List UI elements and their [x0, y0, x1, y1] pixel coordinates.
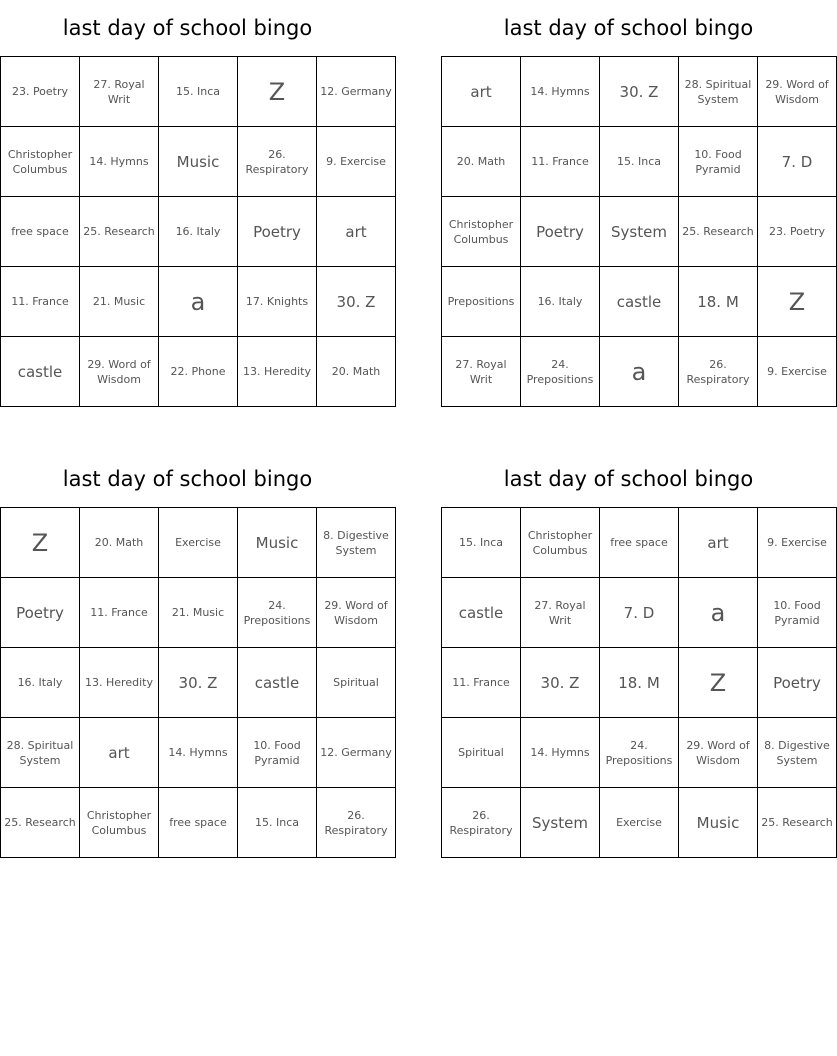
bingo-cell: 21. Music: [159, 578, 238, 648]
bingo-cell: 27. Royal Writ: [80, 57, 159, 127]
bingo-cell: 20. Math: [80, 508, 159, 578]
bingo-cell: 9. Exercise: [758, 337, 837, 407]
bingo-cell: System: [521, 788, 600, 858]
bingo-cell: Poetry: [1, 578, 80, 648]
grid-row: [1, 57, 396, 127]
bingo-cell: a: [600, 337, 679, 407]
bingo-card-4: [441, 451, 833, 858]
grid-row: [442, 788, 837, 858]
bingo-cell: 30. Z: [521, 648, 600, 718]
bingo-cell: 13. Heredity: [80, 648, 159, 718]
bingo-cell: free space: [600, 508, 679, 578]
bingo-cell: 27. Royal Writ: [442, 337, 521, 407]
bingo-cell: art: [317, 197, 396, 267]
bingo-cell: 29. Word of Wisdom: [679, 718, 758, 788]
bingo-cell: free space: [1, 197, 80, 267]
bingo-cell: 7. D: [600, 578, 679, 648]
bingo-cell: 11. France: [80, 578, 159, 648]
bingo-cell: 14. Hymns: [80, 127, 159, 197]
bingo-cell: Christopher Columbus: [442, 197, 521, 267]
bingo-cell: Spiritual: [317, 648, 396, 718]
bingo-cell: 23. Poetry: [1, 57, 80, 127]
bingo-cell: Music: [159, 127, 238, 197]
bingo-cell: art: [80, 718, 159, 788]
bingo-cell: 14. Hymns: [159, 718, 238, 788]
bingo-cell: System: [600, 197, 679, 267]
bingo-cell: 11. France: [521, 127, 600, 197]
grid-row: [1, 267, 396, 337]
bingo-cell: 24. Prepositions: [521, 337, 600, 407]
bingo-cell: 21. Music: [80, 267, 159, 337]
bingo-cell: Exercise: [600, 788, 679, 858]
grid-row: [1, 578, 396, 648]
card-title: last day of school bingo: [503, 467, 754, 491]
bingo-cell: 29. Word of Wisdom: [80, 337, 159, 407]
grid-row: [1, 337, 396, 407]
bingo-cell: Z: [1, 508, 80, 578]
bingo-cell: Music: [679, 788, 758, 858]
bingo-grid: [0, 56, 396, 407]
bingo-cell: 25. Research: [80, 197, 159, 267]
bingo-cell: 10. Food Pyramid: [238, 718, 317, 788]
bingo-cell: free space: [159, 788, 238, 858]
bingo-cell: Z: [758, 267, 837, 337]
bingo-cell: art: [442, 57, 521, 127]
bingo-cell: a: [159, 267, 238, 337]
grid-row: [442, 578, 837, 648]
bingo-cell: 30. Z: [600, 57, 679, 127]
bingo-cell: 26. Respiratory: [442, 788, 521, 858]
bingo-cell: 30. Z: [317, 267, 396, 337]
bingo-cell: 9. Exercise: [317, 127, 396, 197]
bingo-cell: 18. M: [600, 648, 679, 718]
bingo-cell: 20. Math: [442, 127, 521, 197]
bingo-cell: 16. Italy: [159, 197, 238, 267]
bingo-cell: 15. Inca: [159, 57, 238, 127]
bingo-cell: 11. France: [442, 648, 521, 718]
grid-row: [442, 127, 837, 197]
grid-row: [1, 127, 396, 197]
bingo-cell: 13. Heredity: [238, 337, 317, 407]
bingo-cell: 29. Word of Wisdom: [758, 57, 837, 127]
bingo-cell: 24. Prepositions: [238, 578, 317, 648]
bingo-cell: 28. Spiritual System: [1, 718, 80, 788]
bingo-cell: art: [679, 508, 758, 578]
bingo-cell: 14. Hymns: [521, 718, 600, 788]
bingo-cell: Spiritual: [442, 718, 521, 788]
bingo-cell: 15. Inca: [238, 788, 317, 858]
bingo-cell: 7. D: [758, 127, 837, 197]
grid-row: [442, 648, 837, 718]
bingo-cell: 29. Word of Wisdom: [317, 578, 396, 648]
bingo-cell: a: [679, 578, 758, 648]
grid-row: [442, 57, 837, 127]
bingo-cell: castle: [238, 648, 317, 718]
bingo-cell: 12. Germany: [317, 57, 396, 127]
bingo-cell: 14. Hymns: [521, 57, 600, 127]
bingo-cell: 25. Research: [758, 788, 837, 858]
bingo-cell: 15. Inca: [600, 127, 679, 197]
bingo-cell: Poetry: [521, 197, 600, 267]
bingo-cell: 26. Respiratory: [238, 127, 317, 197]
grid-row: [442, 197, 837, 267]
grid-row: [1, 648, 396, 718]
bingo-card-1: [0, 0, 392, 407]
grid-row: [442, 718, 837, 788]
bingo-cell: 20. Math: [317, 337, 396, 407]
bingo-cell: Exercise: [159, 508, 238, 578]
bingo-grid: [0, 507, 396, 858]
bingo-cell: 9. Exercise: [758, 508, 837, 578]
bingo-cell: 23. Poetry: [758, 197, 837, 267]
bingo-cell: 16. Italy: [521, 267, 600, 337]
bingo-cell: 22. Phone: [159, 337, 238, 407]
bingo-cell: 8. Digestive System: [317, 508, 396, 578]
bingo-cell: castle: [1, 337, 80, 407]
bingo-card-2: [441, 0, 829, 407]
bingo-cell: 15. Inca: [442, 508, 521, 578]
grid-row: [442, 337, 837, 407]
bingo-cell: 26. Respiratory: [679, 337, 758, 407]
bingo-cell: 8. Digestive System: [758, 718, 837, 788]
bingo-cell: 26. Respiratory: [317, 788, 396, 858]
bingo-cell: 27. Royal Writ: [521, 578, 600, 648]
bingo-card-3: [0, 451, 392, 858]
bingo-grid: [441, 56, 837, 407]
bingo-grid: [441, 507, 837, 858]
bingo-cell: 10. Food Pyramid: [758, 578, 837, 648]
bingo-cell: 12. Germany: [317, 718, 396, 788]
bingo-cell: 16. Italy: [1, 648, 80, 718]
bingo-cell: Music: [238, 508, 317, 578]
grid-row: [442, 508, 837, 578]
bingo-cell: Christopher Columbus: [1, 127, 80, 197]
bingo-cell: 17. Knights: [238, 267, 317, 337]
bingo-cell: 30. Z: [159, 648, 238, 718]
card-title: last day of school bingo: [62, 467, 313, 491]
bingo-cell: 28. Spiritual System: [679, 57, 758, 127]
bingo-cell: 11. France: [1, 267, 80, 337]
bingo-cell: Prepositions: [442, 267, 521, 337]
grid-row: [1, 508, 396, 578]
bingo-cell: castle: [600, 267, 679, 337]
bingo-cell: Poetry: [758, 648, 837, 718]
grid-row: [1, 718, 396, 788]
bingo-cell: 18. M: [679, 267, 758, 337]
bingo-cell: Z: [679, 648, 758, 718]
bingo-cell: 10. Food Pyramid: [679, 127, 758, 197]
bingo-cell: Christopher Columbus: [521, 508, 600, 578]
grid-row: [1, 788, 396, 858]
bingo-cell: 25. Research: [1, 788, 80, 858]
grid-row: [1, 197, 396, 267]
bingo-cell: 24. Prepositions: [600, 718, 679, 788]
bingo-cell: Z: [238, 57, 317, 127]
grid-row: [442, 267, 837, 337]
bingo-cell: castle: [442, 578, 521, 648]
bingo-cell: 25. Research: [679, 197, 758, 267]
bingo-cell: Poetry: [238, 197, 317, 267]
bingo-cell: Christopher Columbus: [80, 788, 159, 858]
card-title: last day of school bingo: [503, 16, 754, 40]
card-title: last day of school bingo: [62, 16, 313, 40]
